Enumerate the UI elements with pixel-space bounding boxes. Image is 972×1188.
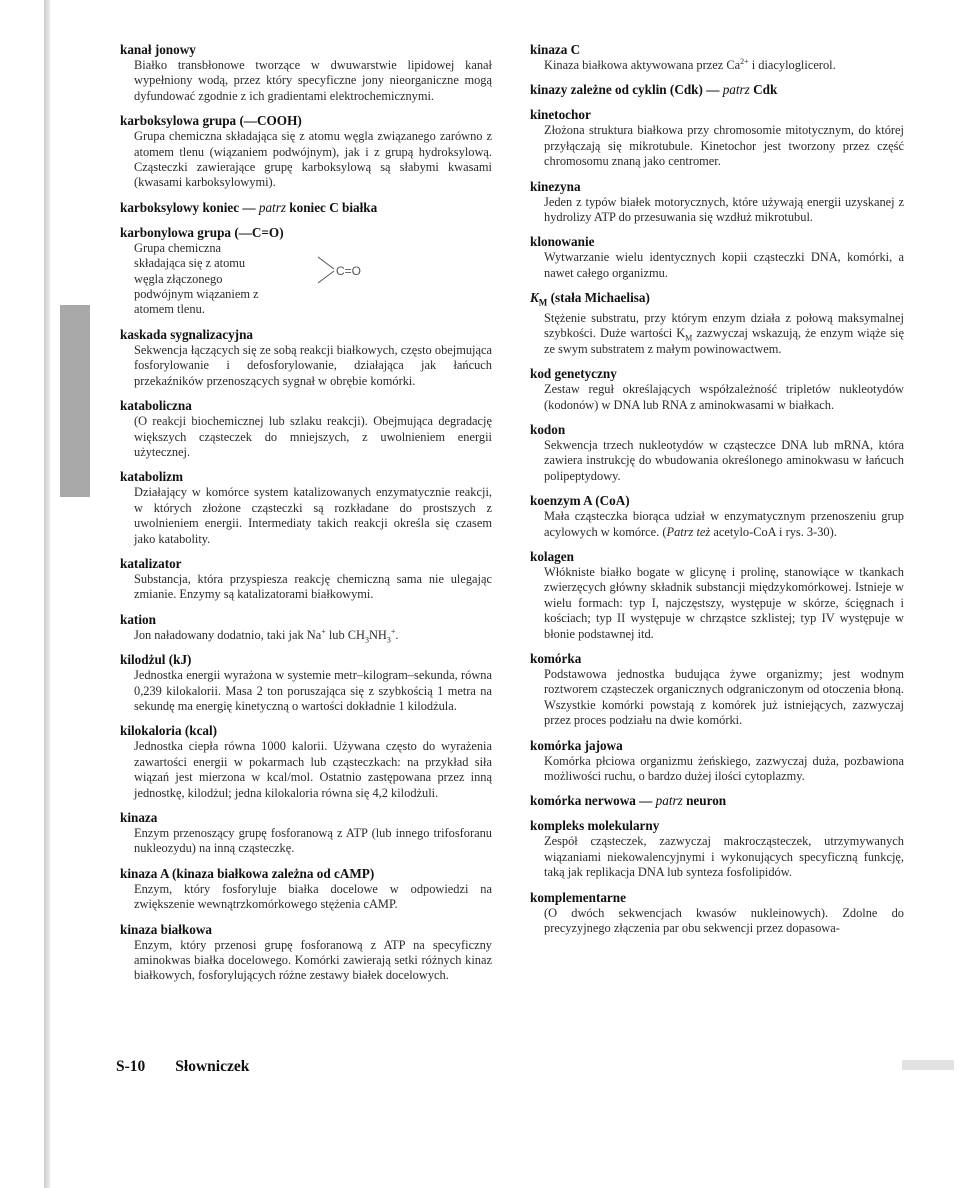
page-number: S-10: [116, 1058, 146, 1075]
entry-karboksylowa-grupa: [120, 113, 492, 191]
superscript: 2+: [740, 56, 749, 66]
carbonyl-formula: C=O: [336, 263, 362, 278]
entry-definition: Enzym przenoszący grupę fosforanową z ATP (lub innego trifosforanu nukleozydu) na inną cząsteczkę.: [134, 826, 492, 856]
entry-term: kaskada sygnalizacyjna: [120, 326, 254, 342]
term-tail: koniec C białka: [289, 199, 378, 215]
entry-koenzym-a: [530, 493, 904, 540]
entry-term: kinaza białkowa: [120, 921, 212, 937]
entry-definition: Wytwarzanie wielu identycznych kopii cząsteczki DNA, komórki, a nawet całego organizmu.: [544, 250, 904, 280]
page-footer: [116, 1058, 249, 1076]
carbonyl-structure-figure: [314, 249, 394, 293]
entry-term: komórka: [530, 650, 582, 666]
entry-definition: Białko transbłonowe tworzące w dwuwarstwie lipidowej kanał wypełniony wodą, przez który specyficzne jony nieorganiczne mogą dyfundować zgodnie z ich gradientami elektrochemicznymi.: [134, 58, 492, 103]
entry-term: komórka jajowa: [530, 737, 623, 753]
entry-term-crossref: [530, 82, 904, 98]
entry-term: karboksylowa grupa (—COOH): [120, 113, 302, 129]
term-head: komórka nerwowa —: [530, 793, 653, 809]
entry-definition: [544, 58, 904, 73]
entry-definition: Zestaw reguł określających współzależność tripletów nukleotydów (kodonów) w DNA lub RNA z aminokwasami w białkach.: [544, 382, 904, 412]
entry-km-stala-michaelisa: [530, 290, 904, 357]
entry-term: katalizator: [120, 555, 182, 571]
subscript: 3: [386, 635, 391, 645]
entry-definition: Grupa chemiczna składająca się z atomu węgla złączonego podwójnym wiązaniem z atomem tlenu.: [134, 240, 259, 317]
entry-term: kinaza: [120, 810, 158, 825]
entry-katalizator: [120, 556, 492, 603]
entry-definition: Włókniste białko bogate w glicynę i prolinę, stanowiące w tkankach zwierzęcych główny składnik substancji międzykomórkowej. Istnieje w wielu formach: typ I, najczęstszy, występuje w skórze, ścięgnach i kościach; typ II występuje w chrząstce szklistej; typ IV występuje w błonie podstawnej itd.: [544, 564, 904, 641]
entry-definition: Działający w komórce system katalizowanych enzymatycznie reakcji, w których złożone cząsteczki są rozkładane do prostszych z uwolnieniem energii. Intermediaty takich reakcji określa się czasem jako katabolity.: [134, 485, 492, 546]
entry-komorka-nerwowa: [530, 793, 904, 809]
entry-term: komplementarne: [530, 889, 626, 905]
entry-term: kataboliczna: [120, 398, 192, 414]
term-part: K: [530, 290, 539, 306]
text-part: lub CH: [325, 627, 365, 642]
entry-term: kanał jonowy: [120, 42, 196, 57]
entry-definition: Jednostka ciepła równa 1000 kalorii. Używana często do wyrażenia zawartości energii w pokarmach lub cząsteczkach: na przykład siła wiązań jest mierzona w kcal/mol. Ostatnio zastępowana przez inną jednostkę, kilodżul; jedna kilokaloria równa się 4,2 kilodżuli.: [134, 739, 492, 800]
right-column: [530, 42, 904, 945]
text-part: i diacyloglicerol.: [748, 58, 836, 72]
section-title: Słowniczek: [175, 1058, 250, 1075]
entry-term: klonowanie: [530, 234, 595, 250]
entry-kod-genetyczny: [530, 366, 904, 413]
entry-definition: Komórka płciowa organizmu żeńskiego, zazwyczaj duża, pozbawiona możliwości ruchu, o bardzo dużej ilości cytoplazmy.: [544, 753, 904, 784]
entry-kanal-jonowy: [120, 42, 492, 104]
entry-term: kation: [120, 611, 156, 627]
entry-kolagen: [530, 549, 904, 642]
entry-klonowanie: [530, 234, 904, 281]
text-part: Stężenie substratu, przy którym enzym działa z połową maksymalnej szybkości. Duże wartości K: [544, 310, 904, 341]
entry-kodon: [530, 422, 904, 484]
thumb-index-tab: [60, 305, 90, 497]
subscript: M: [685, 333, 693, 343]
see-reference: patrz: [655, 793, 683, 809]
bond-lower: [318, 271, 334, 283]
term-tail: Cdk: [753, 82, 778, 98]
entry-kompleks-molekularny: [530, 818, 904, 880]
entry-kinaza-a: [120, 866, 492, 913]
scan-edge: [44, 0, 50, 1188]
entry-term: kompleks molekularny: [530, 818, 660, 834]
see-reference: patrz: [722, 82, 750, 98]
entry-katabolizm: [120, 469, 492, 547]
entry-term: kinetochor: [530, 107, 591, 123]
entry-term: kilodżul (kJ): [120, 652, 192, 668]
text-part: acetylo-CoA i rys. 3-30).: [710, 524, 837, 539]
entry-term: kod genetyczny: [530, 366, 617, 382]
subscript: 3: [364, 635, 369, 645]
entry-definition: Sekwencja trzech nukleotydów w cząsteczce DNA lub mRNA, która zawiera instrukcję do wbudowania określonego aminokwasu w łańcuch polipeptydowy.: [544, 437, 904, 483]
entry-definition: Substancja, która przyspiesza reakcję chemiczną sama nie ulegając zmianie. Enzymy są katalizatorami białkowymi.: [134, 571, 492, 602]
entry-term: kilokaloria (kcal): [120, 723, 218, 739]
entry-kinaza: [120, 810, 492, 857]
left-column: [120, 42, 492, 993]
entry-definition: [544, 509, 904, 540]
entry-karbonylowa-grupa: [120, 225, 492, 318]
entry-definition: Enzym, który fosforyluje białka docelowe w odpowiedzi na zwiększenie wewnątrzkomórkowego stężenia cAMP.: [134, 881, 492, 912]
superscript: +: [390, 626, 396, 636]
entry-definition: Podstawowa jednostka budująca żywe organizmy; jest wodnym roztworem cząsteczek organicznych odgraniczonym od otoczenia błoną. Wszystkie komórki powstają z komórek już istniejących, zazwyczaj przez proces podziału na dwie komórki.: [544, 666, 904, 728]
entry-definition: Jeden z typów białek motorycznych, które używają energii uzyskanej z hydrolizy ATP do przesuwania się wzdłuż mikrotubul.: [544, 194, 904, 225]
term-head: kinazy zależne od cyklin (Cdk) —: [530, 82, 720, 98]
entry-definition: Enzym, który przenosi grupę fosforanową z ATP na specyficzny aminokwas białka docelowego. Komórki zawierają setki różnych kinaz białkowych, fosforylujących różne zestawy białek docelowych.: [134, 937, 492, 983]
subscript: M: [538, 297, 548, 308]
entry-kilokaloria: [120, 723, 492, 801]
entry-term-crossref: [120, 200, 492, 216]
term-part: (stała Michaelisa): [547, 290, 650, 306]
entry-term: katabolizm: [120, 469, 184, 485]
entry-komplementarne: [530, 890, 904, 937]
entry-definition: [134, 628, 492, 643]
entry-term: koenzym A (CoA): [530, 493, 630, 509]
entry-term-crossref: [530, 793, 904, 809]
entry-kation: [120, 612, 492, 643]
entry-karboksylowy-koniec: [120, 200, 492, 216]
entry-term: kodon: [530, 421, 566, 437]
text-part: Mała cząsteczka biorąca udział w enzymatycznym przenoszeniu grup acylowych w komórce. (: [544, 509, 904, 539]
entry-kinezyna: [530, 179, 904, 226]
bleed-through-mark: [902, 1060, 954, 1070]
entry-definition: (O reakcji biochemicznej lub szlaku reakcji). Obejmująca degradację większych cząsteczek do mniejszych, z uwolnieniem energii użytecznej.: [134, 414, 492, 459]
entry-kataboliczna: [120, 398, 492, 460]
entry-kinetochor: [530, 107, 904, 169]
entry-kinazy-zalezne-od-cyklin: [530, 82, 904, 98]
entry-definition: Sekwencja łączących się ze sobą reakcji białkowych, często obejmująca fosforylowanie i defosforylowanie, działająca jak łańcuch przekaźników przenoszących sygnał w obrębie komórki.: [134, 342, 492, 388]
text-part: NH: [368, 627, 387, 642]
entry-definition: [544, 311, 904, 357]
term-head: karboksylowy koniec —: [120, 199, 256, 215]
entry-kilodzul: [120, 652, 492, 714]
entry-term: kinaza A (kinaza białkowa zależna od cAMP): [120, 865, 375, 881]
text-part: .: [395, 627, 399, 642]
text-italic: Patrz też: [666, 524, 711, 539]
entry-term: kinaza C: [530, 42, 581, 57]
entry-komorka-jajowa: [530, 738, 904, 785]
term-tail: neuron: [686, 793, 727, 809]
entry-term: karbonylowa grupa (—C=O): [120, 224, 284, 240]
text-part: Kinaza białkowa aktywowana przez Ca: [544, 58, 741, 72]
entry-kinaza-c: [530, 42, 904, 73]
see-reference: patrz: [258, 199, 286, 215]
entry-kaskada-sygnalizacyjna: [120, 327, 492, 389]
entry-kinaza-bialkowa: [120, 922, 492, 984]
entry-komorka: [530, 651, 904, 729]
superscript: +: [321, 626, 326, 636]
entry-definition: Złożona struktura białkowa przy chromosomie mitotycznym, do której przyłączają się mikrotubule. Kinetochor jest tworzony przez część chromosomu znaną jako centromer.: [544, 123, 904, 169]
entry-definition: Zespół cząsteczek, zazwyczaj makrocząsteczek, utrzymywanych wiązaniami niekowalencyjnymi i wykonujących specyficzną funkcję, taką jak replikacja DNA lub synteza fosfolipidów.: [544, 834, 904, 880]
entry-term: kolagen: [530, 548, 574, 564]
entry-definition: Grupa chemiczna składająca się z atomu węgla związanego zarówno z atomem tlenu (wiązaniem podwójnym), jak i z grupą hydroksylową. Cząsteczki zawierające grupę karboksylową są słabymi kwasami (kwasami karboksylowymi).: [134, 129, 492, 190]
entry-definition: (O dwóch sekwencjach kwasów nukleinowych). Zdolne do precyzyjnego złączenia par obu sekwencji przez dopasowa-: [544, 905, 904, 936]
entry-term: kinezyna: [530, 178, 581, 194]
bond-upper: [318, 257, 334, 269]
entry-definition: Jednostka energii wyrażona w systemie metr–kilogram–sekunda, równa 0,239 kilokalorii. Masa 2 ton poruszająca się z szybkością 1 metra na sekundę ma energię kinetyczną o wartości dokładnie 1 kilodżula.: [134, 668, 492, 713]
entry-definition-with-figure: [134, 241, 492, 318]
entry-term: [530, 290, 904, 311]
text-part: zazwyczaj wskazują, że enzym wiąże się ze swym substratem z małym powinowactwem.: [544, 326, 904, 356]
text-part: Jon naładowany dodatnio, taki jak Na: [134, 627, 322, 642]
